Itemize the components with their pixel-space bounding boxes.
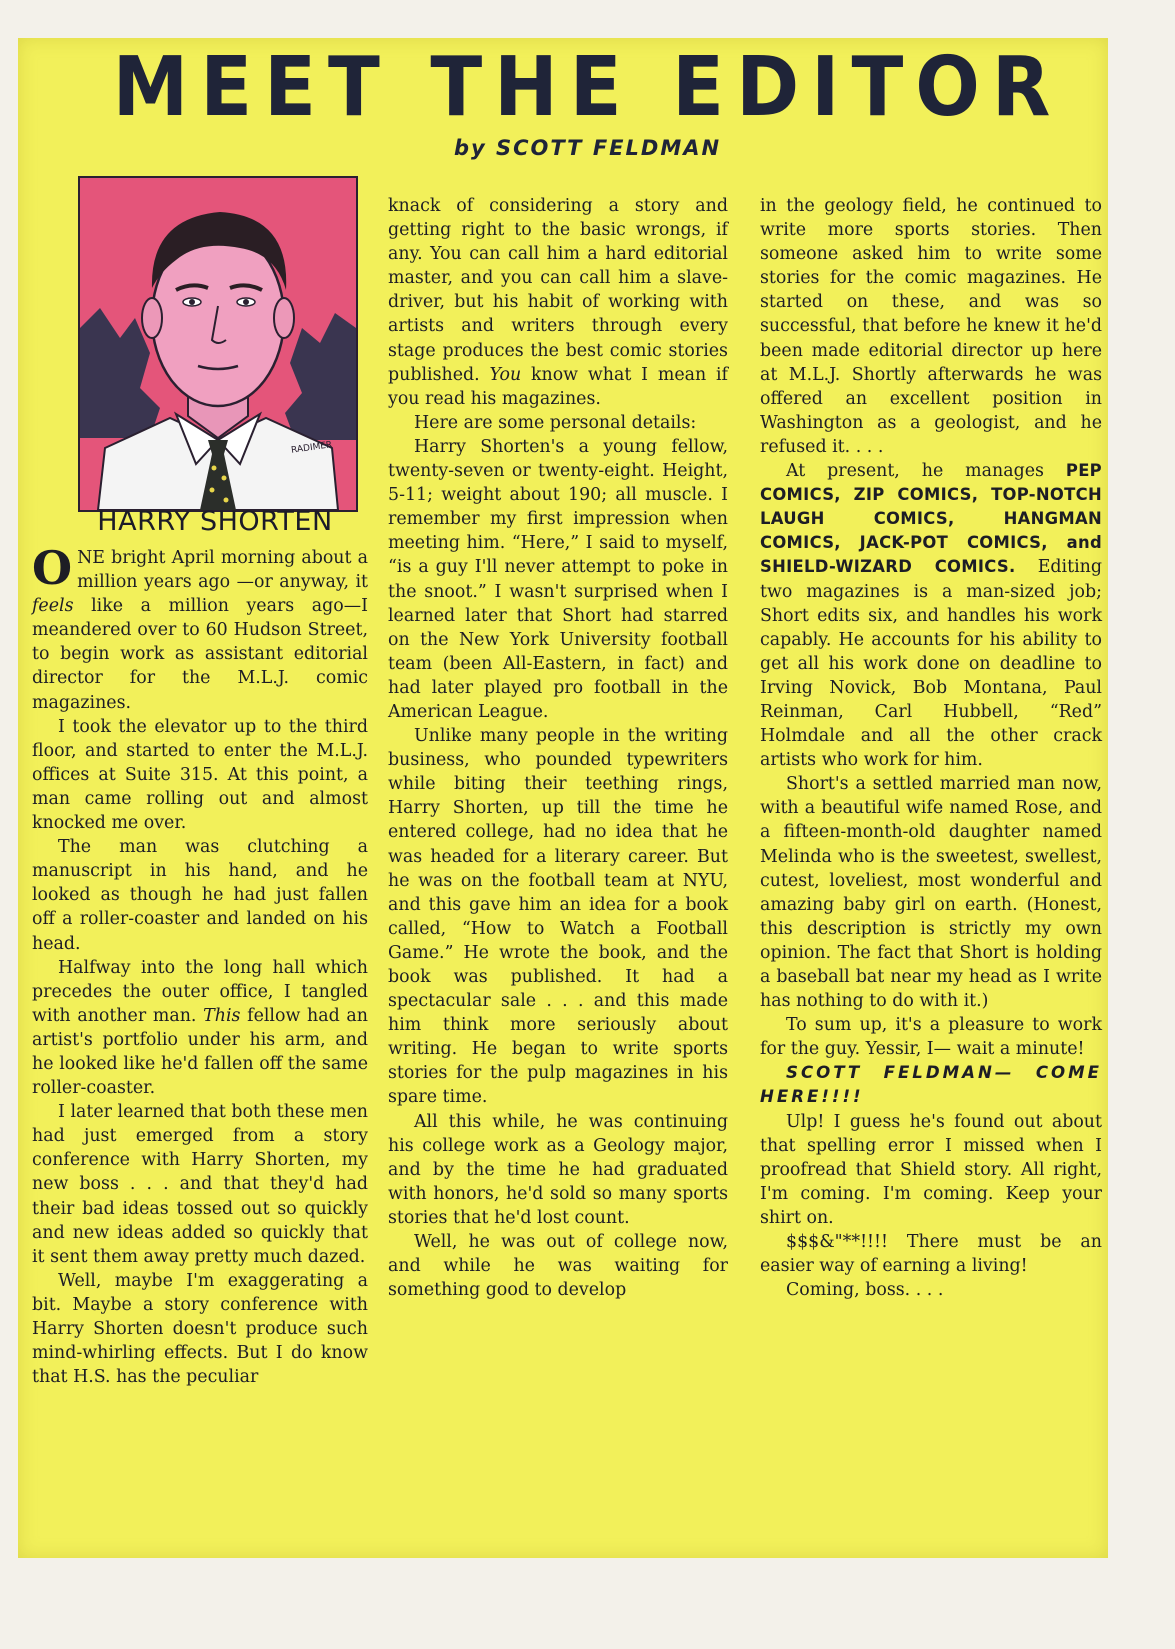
paragraph: Coming, boss. . . . [786, 1280, 944, 1301]
paragraph: At present, he manages PEP COMICS, ZIP COMICS, TOP-NOTCH LAUGH COMICS, HANGMAN COMICS, JACK-POT COMICS, and SHIELD-WIZARD COMICS. Editing two magazines is a man-sized job; Short edits six, and handles his work capably. He accounts for his ability to get all his work done on deadline to Irving Novick, Bob Montana, Paul Reinman, Carl Hubbell, “Red” Holmdale and all the other crack artists who work for him. [760, 461, 1102, 771]
article-column-1 [32, 541, 368, 1389]
paragraph: Unlike many people in the writing business, who pounded typewriters while biting their teething rings, Harry Shorten, up till the time he entered college, had no idea that he was headed for a literary career. But he was on the football team at NYU, and this gave him an idea for a book called, “How to Watch a Football Game.” He wrote the book, and the book was published. It had a spectacular sale . . . and this made him think more seriously about writing. He began to write sports stories for the pulp magazines in his spare time. [388, 726, 728, 1108]
paragraph: I took the elevator up to the third floor, and started to enter the M.L.J. offices at Suite 315. At this point, a man came rolling out and almost knocked me over. [32, 716, 368, 834]
paragraph: Short's a settled married man now, with a beautiful wife named Rose, and a fifteen-month-old daughter named Melinda who is the sweetest, swellest, cutest, loveliest, most wonderful and amazing baby girl on earth. (Honest, this description is strictly my own opinion. The fact that Short is holding a baseball bat near my head as I write has nothing to do with it.) [760, 774, 1102, 1012]
paragraph: knack of considering a story and getting right to the basic wrongs, if any. You can call him a hard editorial master, and you can call him a slave-driver, but his habit of working with artists and writers through every stage produces the best comic stories published. You know what I mean if you read his magazines. [388, 196, 728, 409]
paragraph: To sum up, it's a pleasure to work for the guy. Yessir, I— wait a minute! [760, 1015, 1102, 1060]
article-column-3 [760, 194, 1102, 1302]
shout-line: SCOTT FELDMAN— COME HERE!!!! [760, 1063, 1102, 1107]
drop-cap: O [32, 541, 73, 595]
paragraph: Halfway into the long hall which precedes the outer office, I tangled with another man. This fellow had an artist's portfolio under his arm, and he looked like he'd fallen off the same roller-coaster. [32, 957, 368, 1099]
paragraph: The man was clutching a manuscript in his hand, and he looked as though he had just fallen off a roller-coaster and landed on his head. [32, 837, 368, 954]
paragraph: $$$&"**!!!! There must be an easier way of earning a living! [760, 1232, 1102, 1277]
paragraph: Here are some personal details: [414, 412, 697, 433]
paragraph: All this while, he was continuing his college work as a Geology major, and by the time he had graduated with honors, he'd sold so many sports stories that he'd lost count. [388, 1111, 728, 1228]
page-title: MEET THE EDITOR [112, 38, 1063, 135]
article-column-2 [388, 194, 728, 1302]
paragraph: Well, he was out of college now, and while he was waiting for something good to develop [388, 1232, 728, 1301]
paragraph: ONE bright April morning about a million years ago —or anyway, it feels like a million years ago—I meandered over to 60 Hudson Street, to begin work as assistant editorial director for the M.L.J. comic magazines. [32, 541, 368, 713]
portrait-illustration [80, 178, 356, 510]
magazine-titles: PEP COMICS, ZIP COMICS, TOP-NOTCH LAUGH COMICS, HANGMAN COMICS, JACK-POT COMICS, and SHIELD-WIZARD COMICS. [760, 461, 1102, 577]
paragraph: I later learned that both these men had just emerged from a story conference with Harry Shorten, my new boss . . . and that they'd had their bad ideas tossed out so quickly and new ideas added so quickly that it sent them away pretty much dazed. [32, 1102, 368, 1267]
portrait-caption: HARRY SHORTEN [97, 506, 333, 537]
paragraph: Ulp! I guess he's found out about that spelling error I missed when I proofread that Shield story. All right, I'm coming. I'm coming. Keep your shirt on. [760, 1111, 1102, 1228]
artist-signature: RADIMER [290, 440, 333, 456]
paragraph: Well, maybe I'm exaggerating a bit. Maybe a story conference with Harry Shorten doesn't produce such mind-whirling effects. But I do know that H.S. has the peculiar [32, 1270, 368, 1388]
editor-portrait [78, 176, 358, 512]
byline: by SCOTT FELDMAN [453, 136, 722, 160]
paragraph: Harry Shorten's a young fellow, twenty-seven or twenty-eight. Height, 5-11; weight about 190; all muscle. I remember my first impression when meeting him. “Here,” I said to myself, “is a guy I'll never attempt to poke in the snoot.” I wasn't surprised when I learned later that Short had starred on the New York University football team (been All-Eastern, in fact) and had later played pro football in the American League. [388, 436, 728, 722]
paragraph: in the geology field, he continued to write more sports stories. Then someone asked him to write some stories for the comic magazines. He started on these, and was so successful, that before he knew it he'd been made editorial director up here at M.L.J. Shortly afterwards he was offered an excellent position in Washington as a geologist, and he refused it. . . . [760, 196, 1102, 457]
